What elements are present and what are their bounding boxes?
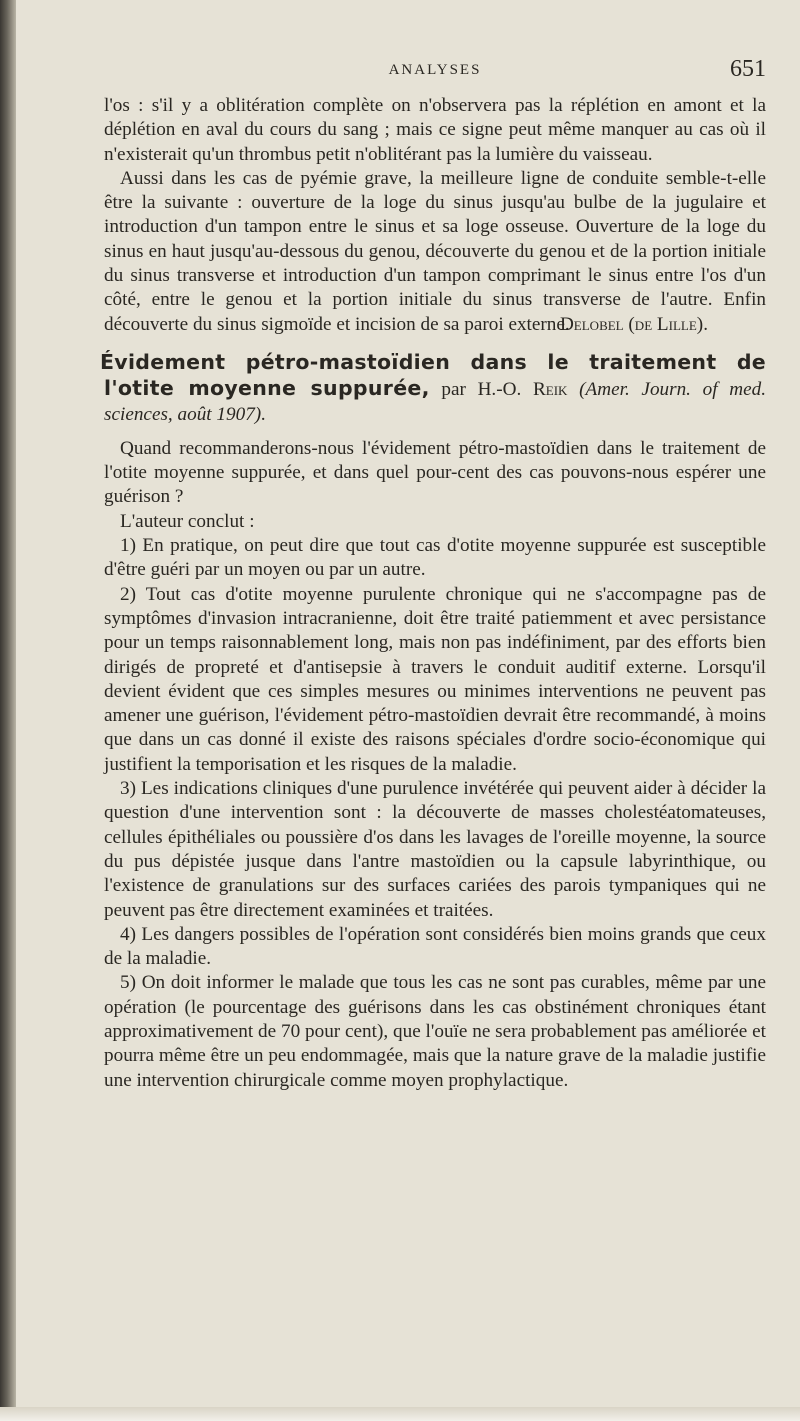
article-by: par H.-O.: [441, 379, 522, 401]
article-paragraph: 2) Tout cas d'otite moyenne purulente chronique qui ne s'accompagne pas de symptômes d'invasion intracranienne, doit être traité patiemment et avec persistance pour un temps raisonnablement long, mais non pas indéfiniment, par des efforts bien dirigés de propreté et d'antisepsie à travers le conduit auditif externe. Lorsqu'il devient évident que ces simples mesures ou minimes interventions ne peuvent pas amener une guérison, l'évidement pétro-mastoïdien devrait être recommandé, à moins que dans un cas donné il existe des raisons spéciales d'ordre socio-économique qui justifient la temporisation et les risques de la maladie.: [104, 583, 766, 775]
book-spine-shadow: [0, 0, 16, 1421]
page-header: [104, 56, 766, 94]
article-paragraph: 1) En pratique, on peut dire que tout cas d'otite moyenne suppurée est susceptible d'être guéri par un moyen ou par un autre.: [104, 535, 766, 581]
article-paragraph: L'auteur conclut :: [120, 510, 255, 532]
article-paragraph: 5) On doit informer le malade que tous les cas ne sont pas curables, même par une opération (le pourcentage des guérisons dans les cas obstinément chroniques étant approximativement de 70 pour cent), que l'ouïe ne sera probablement pas améliorée et pourra même être un peu endommagée, mais que la nature grave de la maladie justifie une intervention chirurgicale comme moyen prophylactique.: [104, 972, 766, 1091]
page-number: 651: [730, 56, 766, 82]
scanned-page: [100, 56, 767, 1093]
article-heading: [100, 349, 767, 427]
running-title: ANALYSES: [388, 62, 482, 78]
spacer: [104, 427, 766, 437]
paragraph-continuation: l'os : s'il y a oblitération complète on n'observera pas la réplétion en amont et la déplétion en aval du cours du sang ; mais ce signe peut même manquer au cas où il n'existerait qu'un thrombus petit n'oblitérant pas la lumière du vaisseau.: [104, 95, 766, 165]
article-source: (Amer. Journ. of med. sciences, août 1907).: [104, 379, 767, 425]
page-bottom-edge: [0, 1407, 800, 1421]
article-paragraph: Quand recommanderons-nous l'évidement pétro-mastoïdien dans le traitement de l'otite moyenne suppurée, et dans quel pour-cent des cas pouvons-nous espérer une guérison ?: [104, 437, 766, 508]
paragraph-pyemia: Aussi dans les cas de pyémie grave, la meilleure ligne de conduite semble-t-elle être la suivante : ouverture de la loge du sinus jusqu'au bulbe de la jugulaire et introduction d'un tampon entre le sinus et sa loge osseuse. Ouverture de la loge du sinus en haut jusqu'au-dessous du genou, découverte du genou et de la portion initiale du sinus transverse et introduction d'un tampon comprimant le sinus entre l'os d'un côté, entre le genou et la portion initiale du sinus transverse de l'autre. Enfin découverte du sinus sigmoïde et incision de sa paroi externe.: [104, 167, 766, 335]
article-title: Évidement pétro-mastoïdien dans le traitement de l'otite moyenne suppurée,: [100, 349, 766, 401]
signoff-text: Delobel (de Lille).: [559, 313, 708, 335]
article-paragraph: 3) Les indications cliniques d'une purulence invétérée qui peuvent aider à décider la question d'une intervention sont : la découverte de masses cholestéatomateuses, cellules épithéliales ou poussière d'os dans les lavages de l'oreille moyenne, la source du pus dépistée jusque dans l'antre mastoïdien ou la capsule labyrinthique, ou l'existence de granulations sur des surfaces cariées des parois tympaniques qui ne peuvent pas être directement examinées et traitées.: [104, 778, 766, 921]
article-author: Reik: [532, 379, 568, 401]
article-paragraph: 4) Les dangers possibles de l'opération sont considérés bien moins grands que ceux de la maladie.: [104, 923, 766, 970]
